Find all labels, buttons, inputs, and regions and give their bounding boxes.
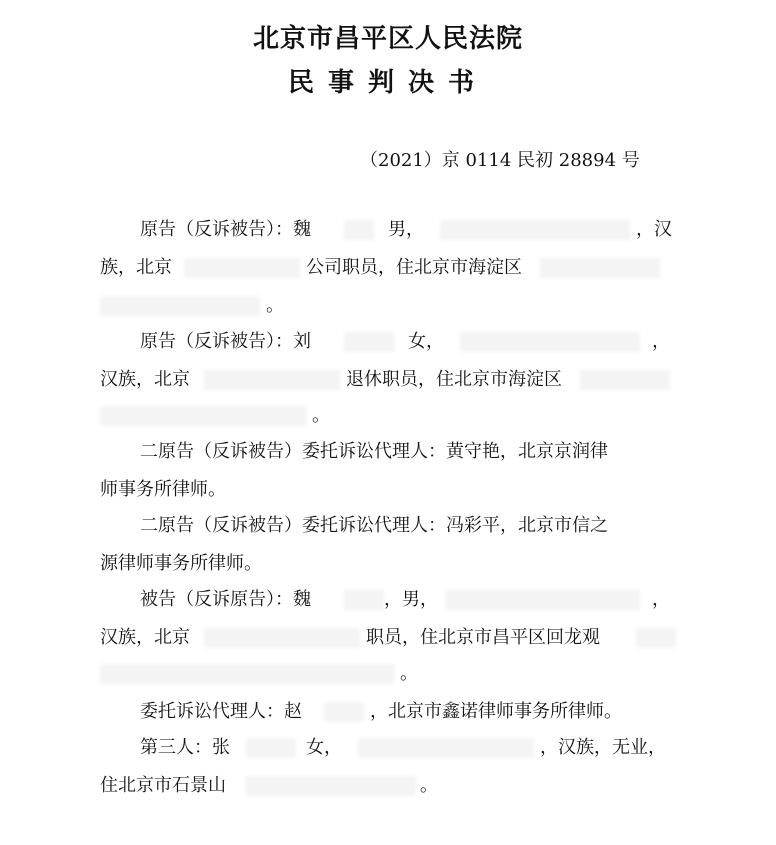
redaction-block (440, 220, 630, 240)
redaction-block (580, 370, 670, 390)
redaction-block (246, 738, 296, 758)
redaction-block (184, 258, 300, 278)
redaction-block (100, 664, 394, 684)
redaction-block (540, 258, 660, 278)
case-number: （2021）京 0114 民初 28894 号 (360, 150, 640, 171)
redaction-block (100, 406, 306, 426)
redaction-block (636, 628, 676, 648)
redaction-block (324, 702, 364, 722)
redaction-block (246, 776, 416, 796)
redaction-block (344, 332, 394, 352)
redaction-block (204, 628, 360, 648)
court-name: 北京市昌平区人民法院 (252, 24, 523, 54)
redaction-block (344, 220, 374, 240)
redaction-block (344, 590, 384, 610)
redaction-block (446, 590, 640, 610)
redaction-block (460, 332, 640, 352)
redaction-block (100, 296, 260, 316)
redaction-block (204, 370, 340, 390)
redaction-block (358, 738, 534, 758)
document-title: 民事判决书 (287, 68, 488, 98)
